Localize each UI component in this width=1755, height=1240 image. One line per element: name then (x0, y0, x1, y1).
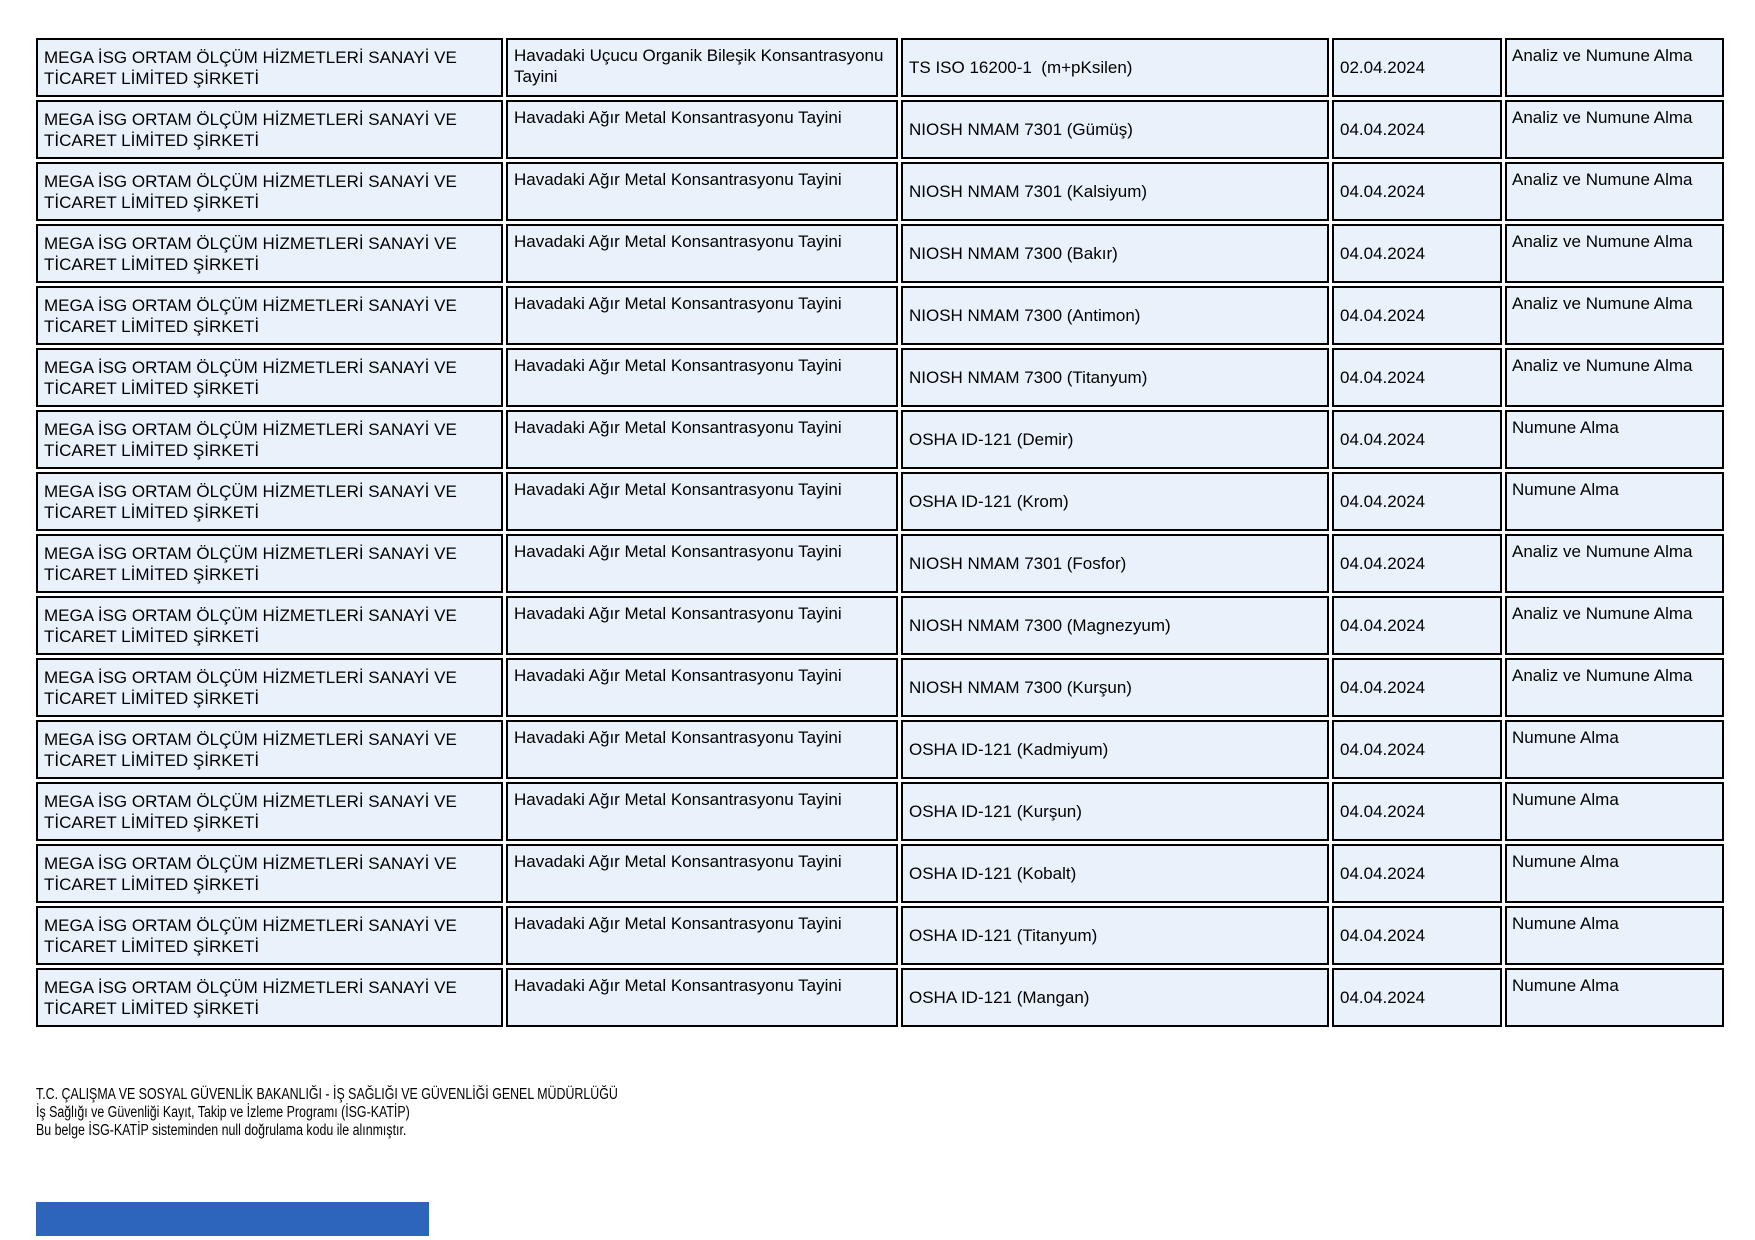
table-row (36, 844, 1724, 903)
scope-cell: Analiz ve Numune Alma (1505, 534, 1724, 593)
scope-cell: Analiz ve Numune Alma (1505, 38, 1724, 97)
measurement-cell: Havadaki Ağır Metal Konsantrasyonu Tayini (506, 844, 898, 903)
method-cell: OSHA ID-121 (Titanyum) (901, 906, 1329, 965)
method-cell: NIOSH NMAM 7300 (Magnezyum) (901, 596, 1329, 655)
measurement-cell: Havadaki Ağır Metal Konsantrasyonu Tayini (506, 286, 898, 345)
footer-program-line: İş Sağlığı ve Güvenliği Kayıt, Takip ve İzleme Programı (İSG-KATİP) (36, 1104, 410, 1121)
company-cell: MEGA İSG ORTAM ÖLÇÜM HİZMETLERİ SANAYİ VE TİCARET LİMİTED ŞİRKETİ (36, 596, 503, 655)
measurement-cell: Havadaki Ağır Metal Konsantrasyonu Tayini (506, 596, 898, 655)
measurement-cell: Havadaki Ağır Metal Konsantrasyonu Tayini (506, 534, 898, 593)
date-cell: 04.04.2024 (1332, 472, 1502, 531)
measurement-cell: Havadaki Ağır Metal Konsantrasyonu Tayini (506, 100, 898, 159)
measurement-cell: Havadaki Ağır Metal Konsantrasyonu Tayini (506, 658, 898, 717)
table-row (36, 968, 1724, 1027)
document-footer (36, 1086, 936, 1140)
method-cell: TS ISO 16200-1 (m+pKsilen) (901, 38, 1329, 97)
scope-cell: Analiz ve Numune Alma (1505, 596, 1724, 655)
table-row (36, 472, 1724, 531)
date-cell: 04.04.2024 (1332, 906, 1502, 965)
date-cell: 04.04.2024 (1332, 348, 1502, 407)
date-cell: 04.04.2024 (1332, 658, 1502, 717)
scope-cell: Analiz ve Numune Alma (1505, 100, 1724, 159)
date-cell: 04.04.2024 (1332, 782, 1502, 841)
method-cell: OSHA ID-121 (Krom) (901, 472, 1329, 531)
scope-cell: Numune Alma (1505, 906, 1724, 965)
method-cell: NIOSH NMAM 7300 (Bakır) (901, 224, 1329, 283)
measurement-cell: Havadaki Ağır Metal Konsantrasyonu Tayini (506, 348, 898, 407)
company-cell: MEGA İSG ORTAM ÖLÇÜM HİZMETLERİ SANAYİ VE TİCARET LİMİTED ŞİRKETİ (36, 844, 503, 903)
date-cell: 04.04.2024 (1332, 410, 1502, 469)
method-cell: OSHA ID-121 (Kadmiyum) (901, 720, 1329, 779)
company-cell: MEGA İSG ORTAM ÖLÇÜM HİZMETLERİ SANAYİ VE TİCARET LİMİTED ŞİRKETİ (36, 286, 503, 345)
blue-bar (36, 1202, 429, 1236)
table-row (36, 38, 1724, 97)
table-row (36, 534, 1724, 593)
scope-cell: Analiz ve Numune Alma (1505, 162, 1724, 221)
scope-cell: Numune Alma (1505, 720, 1724, 779)
footer-verification-line: Bu belge İSG-KATİP sisteminden null doğrulama kodu ile alınmıştır. (36, 1122, 407, 1139)
scope-cell: Numune Alma (1505, 472, 1724, 531)
measurement-cell: Havadaki Ağır Metal Konsantrasyonu Tayini (506, 224, 898, 283)
method-cell: OSHA ID-121 (Kobalt) (901, 844, 1329, 903)
company-cell: MEGA İSG ORTAM ÖLÇÜM HİZMETLERİ SANAYİ VE TİCARET LİMİTED ŞİRKETİ (36, 224, 503, 283)
table-row (36, 720, 1724, 779)
date-cell: 04.04.2024 (1332, 720, 1502, 779)
company-cell: MEGA İSG ORTAM ÖLÇÜM HİZMETLERİ SANAYİ VE TİCARET LİMİTED ŞİRKETİ (36, 348, 503, 407)
method-cell: OSHA ID-121 (Demir) (901, 410, 1329, 469)
date-cell: 04.04.2024 (1332, 534, 1502, 593)
method-cell: NIOSH NMAM 7301 (Fosfor) (901, 534, 1329, 593)
date-cell: 02.04.2024 (1332, 38, 1502, 97)
method-cell: OSHA ID-121 (Kurşun) (901, 782, 1329, 841)
scope-cell: Numune Alma (1505, 782, 1724, 841)
scope-cell: Analiz ve Numune Alma (1505, 348, 1724, 407)
authorization-table (33, 35, 1727, 1030)
table-row (36, 658, 1724, 717)
date-cell: 04.04.2024 (1332, 162, 1502, 221)
scope-cell: Numune Alma (1505, 968, 1724, 1027)
date-cell: 04.04.2024 (1332, 844, 1502, 903)
table-row (36, 100, 1724, 159)
scope-cell: Analiz ve Numune Alma (1505, 658, 1724, 717)
table-row (36, 410, 1724, 469)
table-row (36, 286, 1724, 345)
date-cell: 04.04.2024 (1332, 100, 1502, 159)
table-row (36, 596, 1724, 655)
table-row (36, 348, 1724, 407)
company-cell: MEGA İSG ORTAM ÖLÇÜM HİZMETLERİ SANAYİ VE TİCARET LİMİTED ŞİRKETİ (36, 906, 503, 965)
footer-ministry-line: T.C. ÇALIŞMA VE SOSYAL GÜVENLİK BAKANLIĞI - İŞ SAĞLIĞI VE GÜVENLİĞİ GENEL MÜDÜRLÜĞÜ (36, 1086, 618, 1103)
scope-cell: Analiz ve Numune Alma (1505, 224, 1724, 283)
date-cell: 04.04.2024 (1332, 224, 1502, 283)
measurement-cell: Havadaki Ağır Metal Konsantrasyonu Tayini (506, 162, 898, 221)
company-cell: MEGA İSG ORTAM ÖLÇÜM HİZMETLERİ SANAYİ VE TİCARET LİMİTED ŞİRKETİ (36, 38, 503, 97)
method-cell: NIOSH NMAM 7300 (Titanyum) (901, 348, 1329, 407)
date-cell: 04.04.2024 (1332, 596, 1502, 655)
method-cell: NIOSH NMAM 7301 (Gümüş) (901, 100, 1329, 159)
company-cell: MEGA İSG ORTAM ÖLÇÜM HİZMETLERİ SANAYİ VE TİCARET LİMİTED ŞİRKETİ (36, 720, 503, 779)
measurement-cell: Havadaki Ağır Metal Konsantrasyonu Tayini (506, 410, 898, 469)
date-cell: 04.04.2024 (1332, 968, 1502, 1027)
table-row (36, 162, 1724, 221)
company-cell: MEGA İSG ORTAM ÖLÇÜM HİZMETLERİ SANAYİ VE TİCARET LİMİTED ŞİRKETİ (36, 968, 503, 1027)
company-cell: MEGA İSG ORTAM ÖLÇÜM HİZMETLERİ SANAYİ VE TİCARET LİMİTED ŞİRKETİ (36, 100, 503, 159)
method-cell: NIOSH NMAM 7300 (Kurşun) (901, 658, 1329, 717)
company-cell: MEGA İSG ORTAM ÖLÇÜM HİZMETLERİ SANAYİ VE TİCARET LİMİTED ŞİRKETİ (36, 410, 503, 469)
date-cell: 04.04.2024 (1332, 286, 1502, 345)
table-row (36, 224, 1724, 283)
company-cell: MEGA İSG ORTAM ÖLÇÜM HİZMETLERİ SANAYİ VE TİCARET LİMİTED ŞİRKETİ (36, 658, 503, 717)
method-cell: NIOSH NMAM 7300 (Antimon) (901, 286, 1329, 345)
method-cell: NIOSH NMAM 7301 (Kalsiyum) (901, 162, 1329, 221)
company-cell: MEGA İSG ORTAM ÖLÇÜM HİZMETLERİ SANAYİ VE TİCARET LİMİTED ŞİRKETİ (36, 472, 503, 531)
scope-cell: Numune Alma (1505, 844, 1724, 903)
measurement-cell: Havadaki Ağır Metal Konsantrasyonu Tayini (506, 906, 898, 965)
company-cell: MEGA İSG ORTAM ÖLÇÜM HİZMETLERİ SANAYİ VE TİCARET LİMİTED ŞİRKETİ (36, 782, 503, 841)
company-cell: MEGA İSG ORTAM ÖLÇÜM HİZMETLERİ SANAYİ VE TİCARET LİMİTED ŞİRKETİ (36, 534, 503, 593)
company-cell: MEGA İSG ORTAM ÖLÇÜM HİZMETLERİ SANAYİ VE TİCARET LİMİTED ŞİRKETİ (36, 162, 503, 221)
measurement-cell: Havadaki Ağır Metal Konsantrasyonu Tayini (506, 472, 898, 531)
measurement-cell: Havadaki Ağır Metal Konsantrasyonu Tayini (506, 782, 898, 841)
measurement-cell: Havadaki Ağır Metal Konsantrasyonu Tayini (506, 720, 898, 779)
method-cell: OSHA ID-121 (Mangan) (901, 968, 1329, 1027)
table-row (36, 906, 1724, 965)
scope-cell: Analiz ve Numune Alma (1505, 286, 1724, 345)
table-row (36, 782, 1724, 841)
measurement-cell: Havadaki Ağır Metal Konsantrasyonu Tayini (506, 968, 898, 1027)
measurement-cell: Havadaki Uçucu Organik Bileşik Konsantrasyonu Tayini (506, 38, 898, 97)
scope-cell: Numune Alma (1505, 410, 1724, 469)
